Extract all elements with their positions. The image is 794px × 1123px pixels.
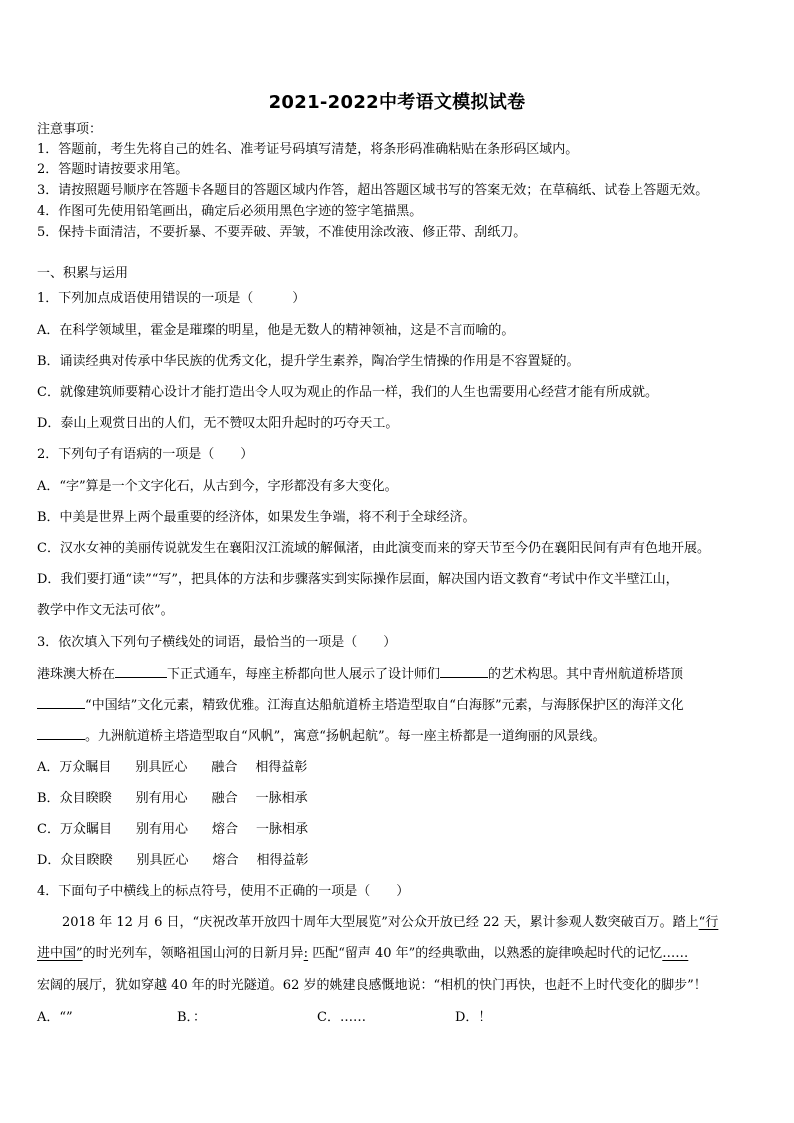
question-4-passage-line: 进中国”的时光列车，领略祖国山河的日新月异: 匹配“留声 40 年”的经典歌曲，以熟悉的旋律唤起时代的记忆…… xyxy=(37,946,689,961)
answer-blank xyxy=(37,727,85,740)
question-3-option-b: B．众目睽睽 别有用心 融合 一脉相承 xyxy=(37,791,308,806)
question-4-stem: 4．下面句子中横线上的标点符号，使用不正确的一项是（ ） xyxy=(37,884,410,899)
passage-text: 下正式通车，每座主桥都向世人展示了设计师们 xyxy=(167,667,441,682)
question-4-passage-line: 2018 年 12 月 6 日，“庆祝改革开放四十周年大型展览”对公众开放已经 22 天，累计参观人数突破百万。踏上“行 xyxy=(62,915,719,930)
question-3-option-a: A．万众瞩目 别具匠心 融合 相得益彰 xyxy=(37,760,308,775)
notice-item: 4．作图可先使用铅笔画出，确定后必须用黑色字迹的签字笔描黑。 xyxy=(37,204,423,219)
question-2-option-d: D．我们要打通“读”“写”，把具体的方法和步骤落实到实际操作层面，解决国内语文教育“考试中作文半壁江山， xyxy=(37,572,679,587)
question-1-stem: 1．下列加点成语使用错误的一项是（ ） xyxy=(37,291,306,306)
question-3-passage-line xyxy=(37,665,683,684)
question-3-passage-line xyxy=(37,696,684,715)
question-4-options xyxy=(37,1009,491,1027)
question-4-option-c: C．…… xyxy=(317,1010,366,1025)
notice-heading: 注意事项： xyxy=(37,122,103,137)
notice-item: 1．答题前，考生先将自己的姓名、准考证号码填写清楚，将条形码准确粘贴在条形码区域内。 xyxy=(37,142,579,157)
passage-text: 港珠澳大桥在 xyxy=(37,667,116,682)
notice-item: 5．保持卡面清洁，不要折暴、不要弄破、弄皱，不准使用涂改液、修正带、刮纸刀。 xyxy=(37,225,527,240)
section-heading: 一、积累与运用 xyxy=(37,266,129,281)
question-1-option-c: C．就像建筑师要精心设计才能打造出令人叹为观止的作品一样，我们的人生也需要用心经营才能有所成就。 xyxy=(37,385,658,400)
question-2-option-d-continued: 教学中作文无法可依”。 xyxy=(37,603,174,618)
question-3-passage-line xyxy=(37,727,606,746)
question-3-stem: 3．依次填入下列句子横线处的词语，最恰当的一项是（ ） xyxy=(37,635,397,650)
question-2-stem: 2．下列句子有语病的一项是（ ） xyxy=(37,447,254,462)
question-2-option-a: A．“字”算是一个文字化石，从古到今，字形都没有多大变化。 xyxy=(37,479,398,494)
question-2-option-c: C．汉水女神的美丽传说就发生在襄阳汉江流域的解佩渚，由此演变而来的穿天节至今仍在襄阳民间有声有色地开展。 xyxy=(37,541,710,556)
question-3-option-d: D．众目睽睽 别具匠心 熔合 相得益彰 xyxy=(37,853,309,868)
question-4-option-d: D．！ xyxy=(455,1010,492,1025)
question-4-passage-line: 宏阔的展厅，犹如穿越 40 年的时光隧道。62 岁的姚建良感慨地说：“相机的快门再快，也赶不上时代变化的脚步”！ xyxy=(37,978,707,993)
page-title: 2021-2022中考语文模拟试卷 xyxy=(268,92,526,113)
passage-text: 的艺术构思。其中青州航道桥塔顶 xyxy=(488,667,684,682)
answer-blank xyxy=(440,665,488,678)
question-1-option-a: A．在科学领域里，霍金是璀璨的明星，他是无数人的精神领袖，这是不言而喻的。 xyxy=(37,323,515,338)
question-4-option-b: B．： xyxy=(177,1010,207,1025)
notice-item: 3．请按照题号顺序在答题卡各题目的答题区域内作答，超出答题区域书写的答案无效；在草稿纸、试卷上答题无效。 xyxy=(37,183,709,198)
question-4-option-a: A．“” xyxy=(37,1010,73,1025)
question-1-option-d: D．泰山上观赏日出的人们，无不赞叹太阳升起时的巧夺天工。 xyxy=(37,416,399,431)
passage-text: 。九洲航道桥主塔造型取自“风帆”，寓意“扬帆起航”。每一座主桥都是一道绚丽的风景线。 xyxy=(85,729,606,744)
answer-blank xyxy=(37,696,85,709)
passage-text: “中国结”文化元素，精致优雅。江海直达船航道桥主塔造型取自“白海豚”元素，与海豚保护区的海洋文化 xyxy=(85,698,684,713)
notice-item: 2．答题时请按要求用笔。 xyxy=(37,162,189,177)
question-2-option-b: B．中美是世界上两个最重要的经济体，如果发生争端，将不利于全球经济。 xyxy=(37,510,476,525)
answer-blank xyxy=(115,665,167,678)
question-3-option-c: C．万众瞩目 别有用心 熔合 一脉相承 xyxy=(37,822,308,837)
question-1-option-b: B．诵读经典对传承中华民族的优秀文化，提升学生素养，陶冶学生情操的作用是不容置疑的。 xyxy=(37,354,580,369)
